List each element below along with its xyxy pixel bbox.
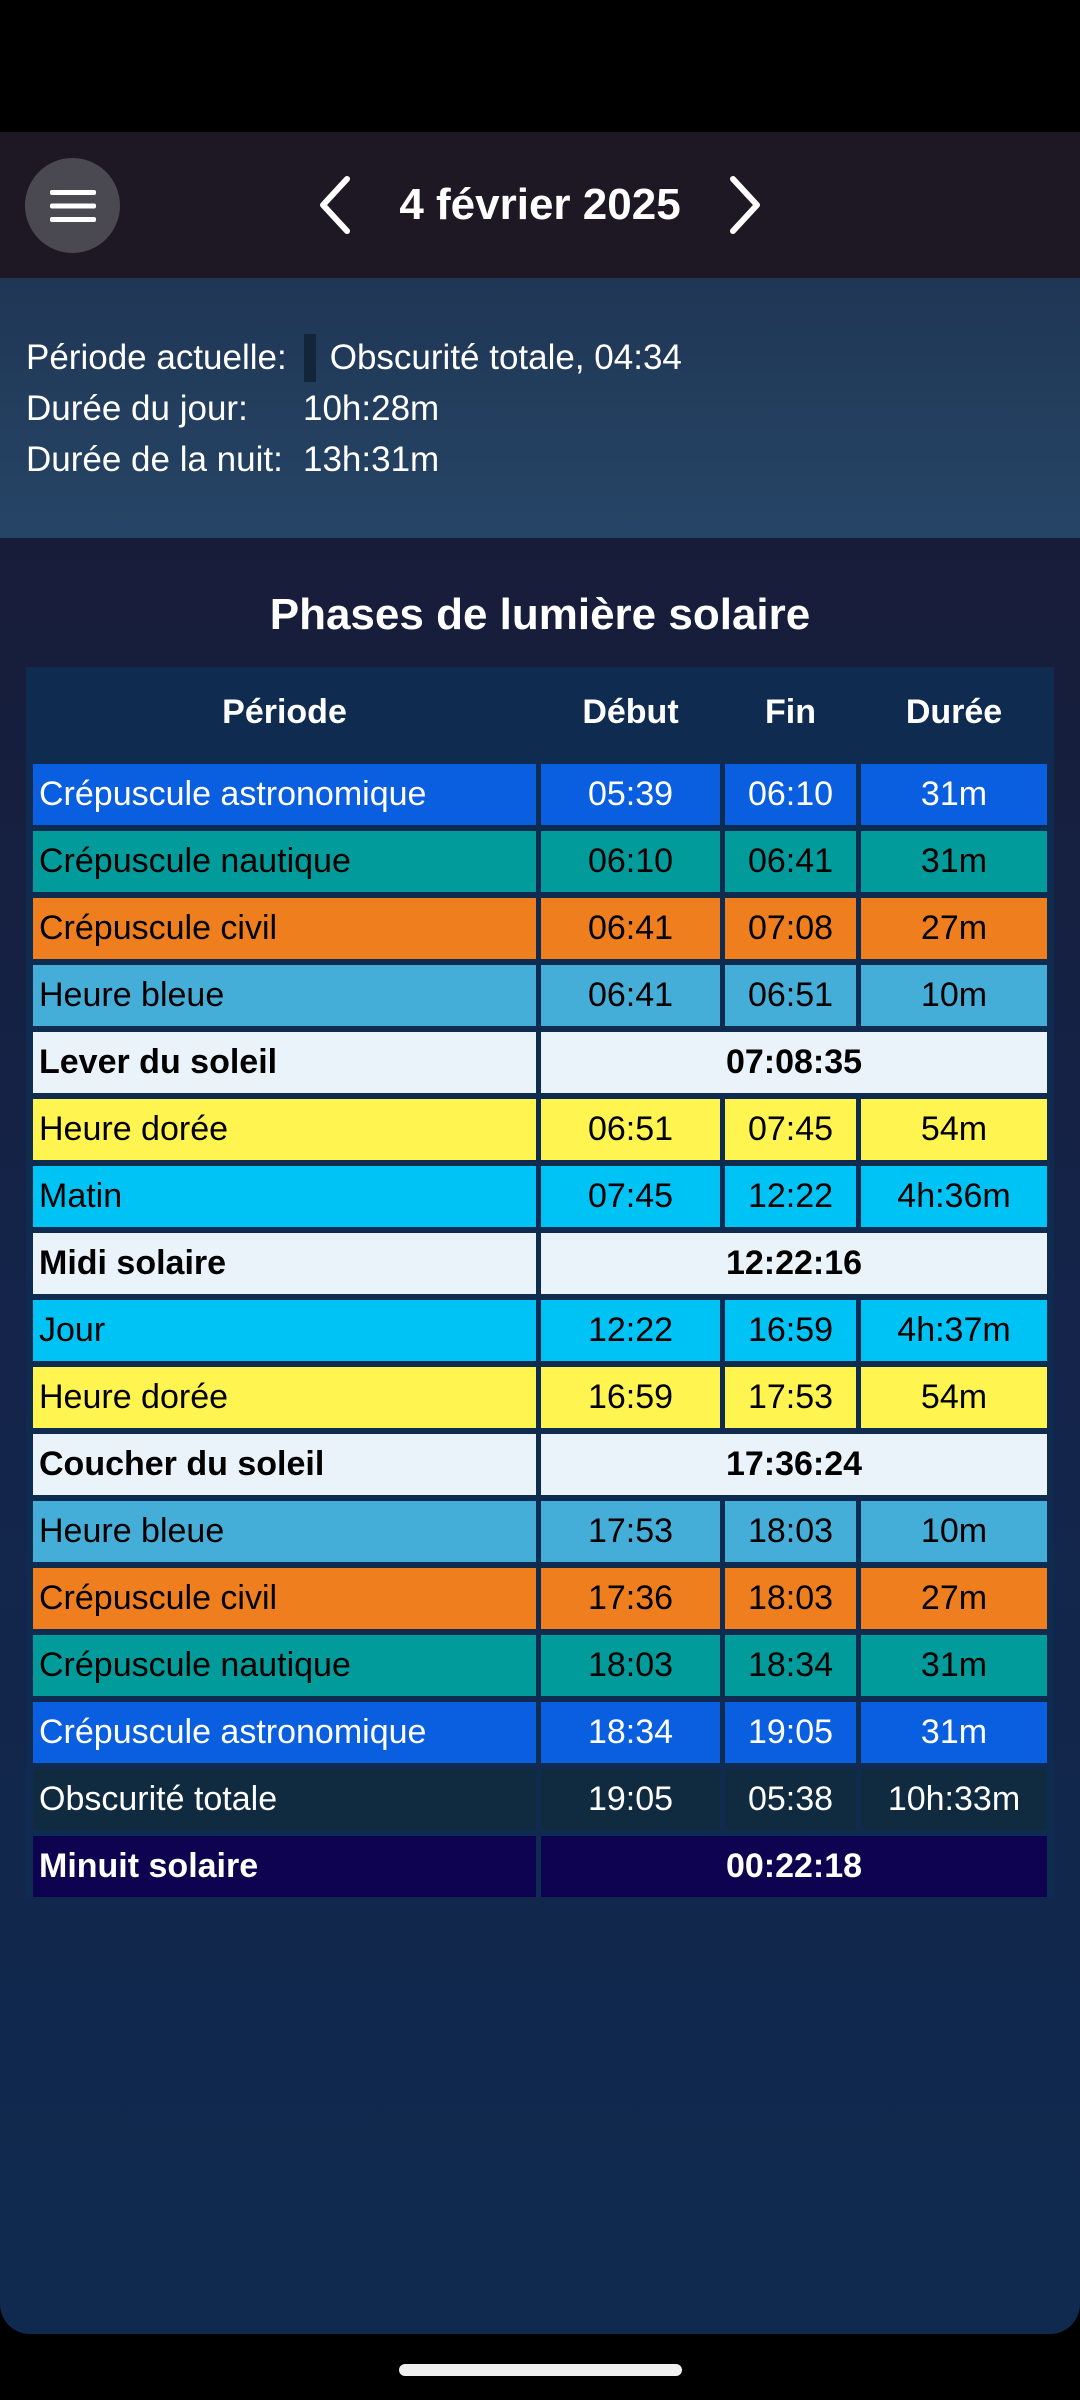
table-row: [33, 1099, 1047, 1160]
cell-duration: 31m: [861, 1702, 1047, 1763]
cell-period: Lever du soleil: [33, 1032, 536, 1093]
menu-button[interactable]: [25, 158, 120, 253]
cell-period: Midi solaire: [33, 1233, 536, 1294]
table-row: [33, 1836, 1047, 1897]
cell-end: 18:34: [725, 1635, 856, 1696]
home-indicator[interactable]: [399, 2364, 682, 2376]
cell-duration: 27m: [861, 1568, 1047, 1629]
cell-event-time: 00:22:18: [541, 1836, 1047, 1897]
cell-duration: 54m: [861, 1367, 1047, 1428]
table-title: Phases de lumière solaire: [269, 590, 811, 639]
cell-period: Crépuscule civil: [33, 898, 536, 959]
table-row: [33, 1568, 1047, 1629]
period-color-marker: [304, 334, 316, 382]
cell-period: Obscurité totale: [33, 1769, 536, 1830]
table-row: [33, 1367, 1047, 1428]
table-row: [33, 1635, 1047, 1696]
header-period: Période: [222, 692, 347, 731]
cell-duration: 27m: [861, 898, 1047, 959]
cell-duration: 31m: [861, 831, 1047, 892]
cell-start: 05:39: [541, 764, 720, 825]
cell-period: Heure dorée: [33, 1099, 536, 1160]
table-row: [33, 764, 1047, 825]
cell-period: Coucher du soleil: [33, 1434, 536, 1495]
previous-day-button[interactable]: [305, 168, 365, 242]
night-length-value: 13h:31m: [303, 440, 440, 479]
table-row: [33, 1166, 1047, 1227]
cell-start: 06:41: [541, 965, 720, 1026]
info-panel: [0, 278, 1080, 538]
cell-period: Minuit solaire: [33, 1836, 536, 1897]
header-start: Début: [582, 692, 679, 731]
table-row: [33, 1300, 1047, 1361]
cell-end: 18:03: [725, 1501, 856, 1562]
cell-end: 16:59: [725, 1300, 856, 1361]
cell-duration: 31m: [861, 764, 1047, 825]
cell-start: 19:05: [541, 1769, 720, 1830]
table-row: [33, 1434, 1047, 1495]
next-day-button[interactable]: [715, 168, 775, 242]
table-row: [33, 898, 1047, 959]
cell-end: 06:51: [725, 965, 856, 1026]
cell-start: 06:41: [541, 898, 720, 959]
cell-period: Crépuscule astronomique: [33, 1702, 536, 1763]
table-row: [33, 965, 1047, 1026]
chevron-right-icon: [727, 175, 763, 235]
cell-period: Heure bleue: [33, 1501, 536, 1562]
cell-start: 17:53: [541, 1501, 720, 1562]
table-row: [33, 1702, 1047, 1763]
sun-phases-table: [26, 667, 1054, 1897]
header-duration: Durée: [905, 692, 1003, 731]
status-bar: [0, 0, 1080, 132]
night-length-row: [26, 435, 439, 485]
cell-period: Matin: [33, 1166, 536, 1227]
day-length-row: [26, 384, 439, 434]
cell-start: 18:34: [541, 1702, 720, 1763]
cell-start: 07:45: [541, 1166, 720, 1227]
cell-event-time: 17:36:24: [541, 1434, 1047, 1495]
cell-duration: 10h:33m: [861, 1769, 1047, 1830]
cell-start: 17:36: [541, 1568, 720, 1629]
cell-end: 12:22: [725, 1166, 856, 1227]
main-content: [0, 278, 1080, 2334]
cell-duration: 10m: [861, 965, 1047, 1026]
table-row: [33, 1233, 1047, 1294]
current-period-value: Obscurité totale, 04:34: [329, 338, 682, 377]
cell-end: 19:05: [725, 1702, 856, 1763]
cell-period: Crépuscule nautique: [33, 1635, 536, 1696]
cell-duration: 4h:36m: [861, 1166, 1047, 1227]
cell-start: 06:51: [541, 1099, 720, 1160]
cell-event-time: 12:22:16: [541, 1233, 1047, 1294]
table-row: [33, 1032, 1047, 1093]
cell-period: Crépuscule astronomique: [33, 764, 536, 825]
cell-end: 07:08: [725, 898, 856, 959]
cell-end: 06:10: [725, 764, 856, 825]
menu-icon: [48, 188, 98, 224]
cell-end: 05:38: [725, 1769, 856, 1830]
cell-duration: 31m: [861, 1635, 1047, 1696]
night-length-label: Durée de la nuit:: [26, 440, 283, 479]
cell-start: 16:59: [541, 1367, 720, 1428]
cell-end: 07:45: [725, 1099, 856, 1160]
table-row: [33, 1769, 1047, 1830]
cell-start: 12:22: [541, 1300, 720, 1361]
table-row: [33, 1501, 1047, 1562]
app-header: [0, 132, 1080, 278]
current-period-row: [26, 333, 682, 383]
cell-duration: 54m: [861, 1099, 1047, 1160]
cell-end: 18:03: [725, 1568, 856, 1629]
cell-start: 18:03: [541, 1635, 720, 1696]
day-length-label: Durée du jour:: [26, 389, 248, 428]
current-date: 4 février 2025: [399, 180, 681, 229]
cell-duration: 4h:37m: [861, 1300, 1047, 1361]
cell-period: Heure bleue: [33, 965, 536, 1026]
cell-end: 17:53: [725, 1367, 856, 1428]
cell-duration: 10m: [861, 1501, 1047, 1562]
chevron-left-icon: [317, 175, 353, 235]
cell-end: 06:41: [725, 831, 856, 892]
day-length-value: 10h:28m: [303, 389, 440, 428]
cell-period: Heure dorée: [33, 1367, 536, 1428]
table-row: [33, 831, 1047, 892]
cell-start: 06:10: [541, 831, 720, 892]
cell-event-time: 07:08:35: [541, 1032, 1047, 1093]
current-period-label: Période actuelle:: [26, 338, 287, 377]
cell-period: Crépuscule nautique: [33, 831, 536, 892]
header-end: Fin: [765, 692, 816, 731]
cell-period: Jour: [33, 1300, 536, 1361]
table-header: [26, 667, 1054, 757]
cell-period: Crépuscule civil: [33, 1568, 536, 1629]
